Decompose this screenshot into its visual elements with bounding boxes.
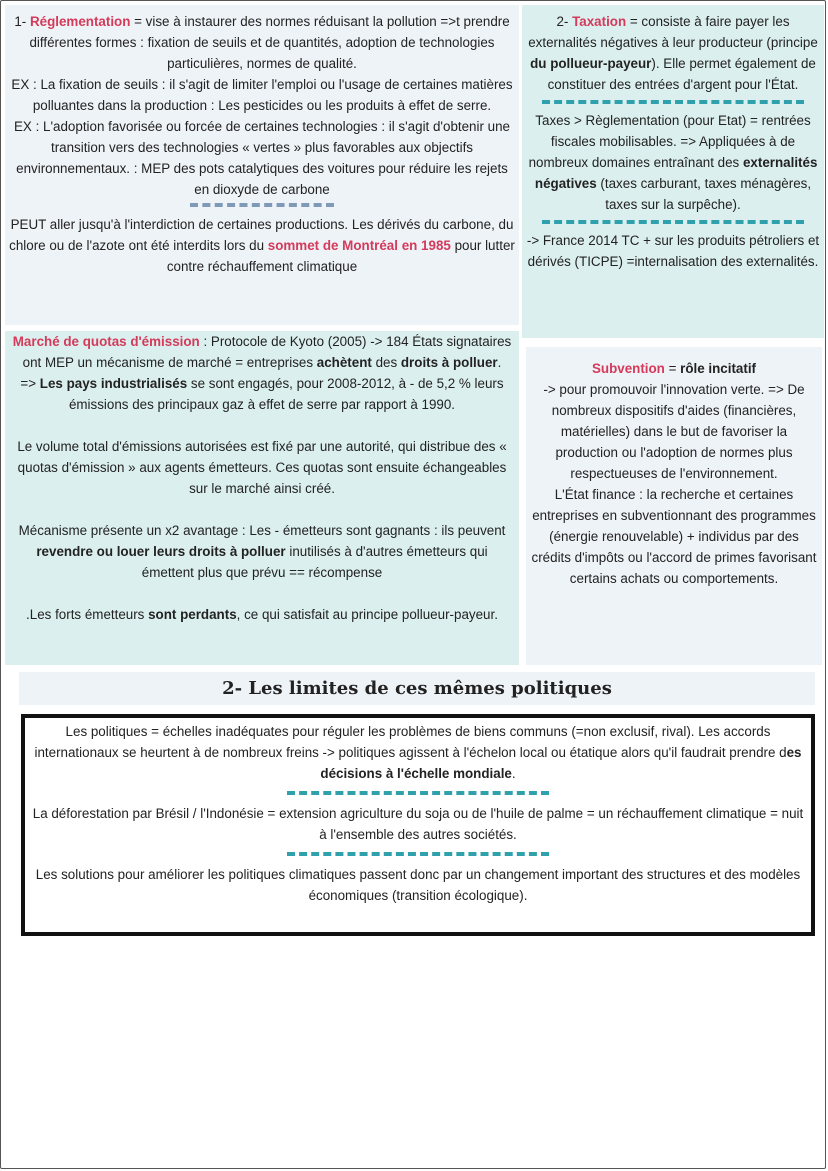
dashed-divider: [287, 852, 549, 856]
quotas-title: Marché de quotas d'émission: [12, 334, 200, 349]
taxation-paragraph-2: Taxes > Règlementation (pour Etat) = rentrées fiscales mobilisables. => Appliquées à de nombreux domaines entraînant des externalités négatives (taxes carburant, taxes ménagères, taxes sur la surpêche).: [528, 113, 818, 212]
subvention-paragraph-2: L'État finance : la recherche et certaines entreprises en subventionnant des programmes (énergie renouvelable) + individus par des crédits d'impôts ou l'accord de primes favorisant certains achats ou comportements.: [531, 487, 817, 586]
quotas-forts-emetteurs: .Les forts émetteurs sont perdants, ce qui satisfait au principe pollueur-payeur.: [26, 607, 498, 622]
reglementation-example-1: EX : La fixation de seuils : il s'agit de limiter l'emploi ou l'usage de certaines matières polluantes dans la production : Les pesticides ou les produits à effet de serre.: [11, 77, 513, 113]
dashed-divider: [542, 100, 804, 104]
taxation-paragraph-3: -> France 2014 TC + sur les produits pétroliers et dérivés (TICPE) =internalisation des externalités.: [526, 233, 820, 269]
reglementation-definition: 1- Réglementation = vise à instaurer des normes réduisant la pollution =>t prendre différentes formes : fixation de seuils et de quantités, adoption de technologies particulières, normes de qualité.: [14, 14, 510, 71]
taxation-title: Taxation: [572, 14, 627, 29]
reglementation-title: Réglementation: [29, 14, 131, 29]
taxation-definition: 2- Taxation = consiste à faire payer les externalités négatives à leur producteur (principe du pollueur-payeur). Elle permet également de constituer des entrées d'argent pour l'État.: [528, 14, 818, 92]
taxation-box: [522, 5, 824, 338]
quotas-box: [5, 331, 519, 665]
quotas-pays-industrialises: => Les pays industrialisés se sont engagés, pour 2008-2012, à - de 5,2 % leurs émissions des principaux gaz à effet de serre par rapport à 1990.: [20, 376, 504, 412]
limites-box: [21, 714, 815, 936]
quotas-volume: Le volume total d'émissions autorisées est fixé par une autorité, qui distribue des « quotas d'émission » aux agents émetteurs. Ces quotas sont ensuite échangeables sur le marché ainsi créé.: [17, 439, 507, 496]
role-incitatif: rôle incitatif: [680, 361, 757, 376]
dashed-divider: [287, 791, 549, 795]
section-title: 2- Les limites de ces mêmes politiques: [19, 672, 815, 705]
subvention-box: [526, 347, 822, 665]
limites-deforestation: La déforestation par Brésil / l'Indonésie = extension agriculture du soja ou de l'huile de palme = un réchauffement climatique = nuit à l'ensemble des autres sociétés.: [32, 806, 804, 842]
quotas-intro: Marché de quotas d'émission : Protocole de Kyoto (2005) -> 184 États signataires ont MEP un mécanisme de marché = entreprises achètent des droits à polluer.: [12, 334, 512, 370]
limites-solutions: Les solutions pour améliorer les politiques climatiques passent donc par un changement important des structures et des modèles économiques (transition écologique).: [35, 867, 801, 903]
taxation-number: 2-: [556, 14, 573, 29]
quotas-mecanisme: Mécanisme présente un x2 avantage : Les - émetteurs sont gagnants : ils peuvent revendre ou louer leurs droits à polluer inutilisés à d'autres émetteurs qui émettent plus que prévu == récompense: [18, 523, 506, 580]
limites-paragraph-1: Les politiques = échelles inadéquates pour réguler les problèmes de biens communs (=non exclusif, rival). Les accords internationaux se heurtent à de nombreux freins -> politiques agissent à l'échelon local ou étatique alors qu'il faudrait prendre des décisions à l'échelle mondiale.: [34, 724, 802, 781]
reglementation-number: 1-: [14, 14, 30, 29]
subvention-paragraph-1: -> pour promouvoir l'innovation verte. => De nombreux dispositifs d'aides (financières, matérielles) dans le but de favoriser la production ou l'adoption de normes plus respectueuses de l'environnement.: [543, 382, 805, 481]
subvention-title: Subvention: [591, 361, 665, 376]
reglementation-example-2: EX : L'adoption favorisée ou forcée de certaines technologies : il s'agit d'obtenir une transition vers des technologies « vertes » plus favorables aux objectifs environnementaux. : MEP des pots catalytiques des voitures pour réduire les rejets en dioxyde de carbone: [14, 119, 510, 197]
reglementation-interdiction: PEUT aller jusqu'à l'interdiction de certaines productions. Les dérivés du carbone, du chlore ou de l'azote ont été interdits lors du sommet de Montréal en 1985 pour lutter contre réchauffement climatique: [9, 217, 515, 274]
subvention-heading: Subvention = rôle incitatif: [591, 361, 757, 376]
reglementation-box: [5, 5, 519, 325]
sommet-montreal: sommet de Montréal en 1985: [267, 238, 451, 253]
dashed-divider: [542, 220, 804, 224]
dashed-divider: [190, 203, 334, 207]
